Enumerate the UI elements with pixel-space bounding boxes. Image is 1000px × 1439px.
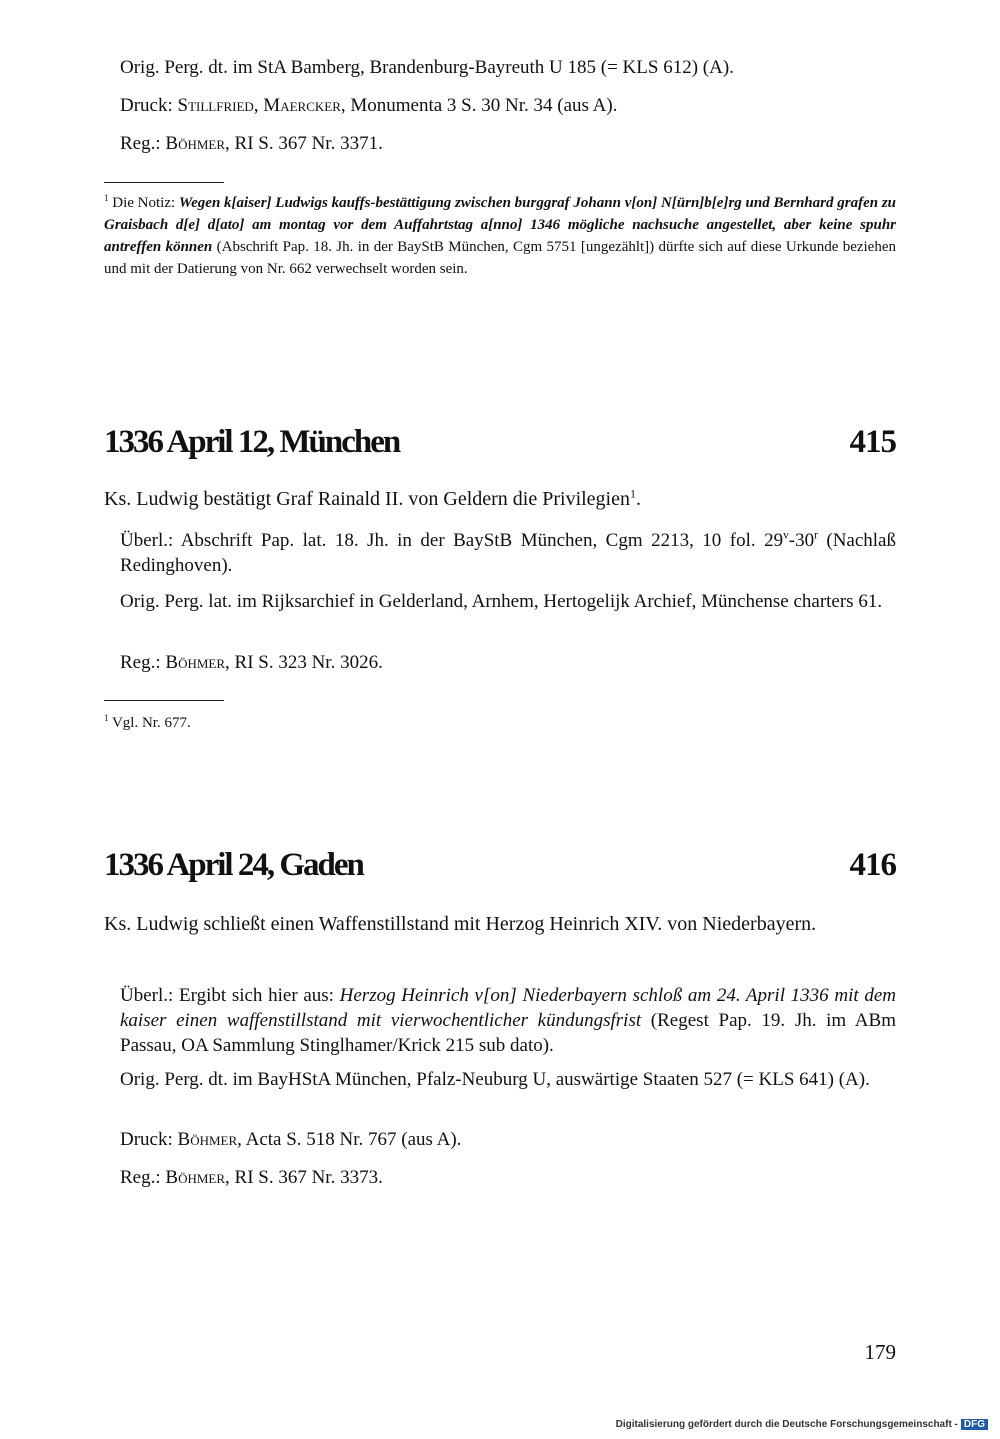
- entry-415-ueberl: [120, 528, 896, 578]
- druck-line-top: [120, 93, 617, 119]
- reg-line-top: [120, 131, 383, 157]
- entry-415-ueberl-mid: -30: [788, 530, 815, 551]
- reg-name: Böhmer: [165, 133, 226, 154]
- footnote-rest: (Abschrift Pap. 18. Jh. in der BayStB München, Cgm 5751 [ungezählt]) dürfte sich auf diese Urkunde beziehen und mit der Datierung von Nr. 662 verwechselt worden sein.: [104, 239, 896, 277]
- dfg-credit-text: Digitalisierung gefördert durch die Deutsche Forschungsgemeinschaft -: [615, 1419, 958, 1430]
- entry-416-reg: [120, 1165, 383, 1191]
- entry-415-summary-end: .: [636, 488, 641, 510]
- footnote-415: [104, 712, 896, 734]
- entry-415-reg-label: Reg.:: [120, 652, 166, 673]
- entry-415-ueberl-sup2: r: [814, 529, 818, 542]
- entry-416-reg-name: Böhmer: [165, 1167, 226, 1188]
- dfg-logo: DFG: [961, 1419, 988, 1430]
- entry-415-summary-mark: 1: [630, 486, 636, 501]
- footnote-415-text: Vgl. Nr. 677.: [108, 715, 191, 731]
- entry-415-number: 415: [849, 424, 896, 460]
- entry-415-ueberl-end: (Nachlaß Redinghoven).: [120, 530, 896, 576]
- footnote-top: [104, 192, 896, 280]
- entry-415-reg-name: Böhmer: [165, 652, 226, 673]
- druck-label: Druck:: [120, 95, 178, 116]
- footnote-mark: 1: [104, 193, 109, 203]
- footnote-rule-top: [104, 182, 224, 183]
- entry-416-druck: [120, 1127, 461, 1153]
- entry-416-ueberl: [120, 983, 896, 1058]
- entry-415-heading: 1336 April 12, München: [104, 424, 400, 460]
- reg-label: Reg.:: [120, 133, 166, 154]
- entry-416-heading: 1336 April 24, Gaden: [104, 847, 363, 883]
- entry-416-ueberl-italic: Herzog Heinrich v[on] Niederbayern schloß am 24. April 1336 mit dem kaiser einen waffenstillstand mit vierwochentlicher kündungsfrist: [120, 985, 896, 1031]
- entry-416-druck-label: Druck:: [120, 1129, 178, 1150]
- entry-415-orig: Orig. Perg. lat. im Rijksarchief in Gelderland, Arnhem, Hertogelijk Archief, Münchense charters 61.: [120, 591, 883, 612]
- entry-415-summary: [104, 485, 896, 514]
- entry-415-ueberl-text: Überl.: Abschrift Pap. lat. 18. Jh. in der BayStB München, Cgm 2213, 10 fol. 29: [120, 530, 784, 551]
- page-number: 179: [864, 1340, 896, 1364]
- reg-rest: , RI S. 367 Nr. 3371.: [225, 133, 383, 154]
- druck-rest: , Monumenta 3 S. 30 Nr. 34 (aus A).: [340, 95, 618, 116]
- dfg-credit: [616, 1419, 988, 1430]
- entry-416-orig: Orig. Perg. dt. im BayHStA München, Pfalz-Neuburg U, auswärtige Staaten 527 (= KLS 641) (A).: [120, 1069, 870, 1090]
- footnote-intro: Die Notiz:: [108, 195, 179, 211]
- entry-415-ueberl-sup1: v: [783, 529, 789, 542]
- orig-line-top: Orig. Perg. dt. im StA Bamberg, Brandenburg-Bayreuth U 185 (= KLS 612) (A).: [120, 57, 734, 78]
- entry-416-ueberl-rest: (Regest Pap. 19. Jh. im ABm Passau, OA Sammlung Stinglhamer/Krick 215 sub dato).: [120, 1010, 896, 1056]
- entry-415-reg-rest: , RI S. 323 Nr. 3026.: [225, 652, 383, 673]
- entry-416-reg-label: Reg.:: [120, 1167, 166, 1188]
- entry-416-number: 416: [849, 847, 896, 883]
- entry-416-druck-rest: , Acta S. 518 Nr. 767 (aus A).: [237, 1129, 462, 1150]
- footnote-rule-415: [104, 700, 224, 701]
- entry-416-druck-name: Böhmer: [177, 1129, 238, 1150]
- entry-416-summary: Ks. Ludwig schließt einen Waffenstillstand mit Herzog Heinrich XIV. von Niederbayern.: [104, 913, 817, 935]
- footnote-italic: Wegen k[aiser] Ludwigs kauffs-bestättigung zwischen burggraf Johann v[on] N[ürn]b[e]rg und Bernhard grafen zu Graisbach d[e] d[ato] am montag vor dem Auffahrtstag a[nno] 1346 mögliche nachsuche angestellet, aber keine spuhr antreffen können: [104, 195, 897, 255]
- footnote-415-mark: 1: [104, 713, 109, 723]
- entry-415-summary-text: Ks. Ludwig bestätigt Graf Rainald II. von Geldern die Privilegien: [104, 488, 630, 510]
- druck-names: Stillfried, Maercker: [177, 95, 341, 116]
- entry-416-reg-rest: , RI S. 367 Nr. 3373.: [225, 1167, 383, 1188]
- entry-416-ueberl-label: Überl.: Ergibt sich hier aus:: [120, 985, 340, 1006]
- entry-415-reg: [120, 650, 383, 676]
